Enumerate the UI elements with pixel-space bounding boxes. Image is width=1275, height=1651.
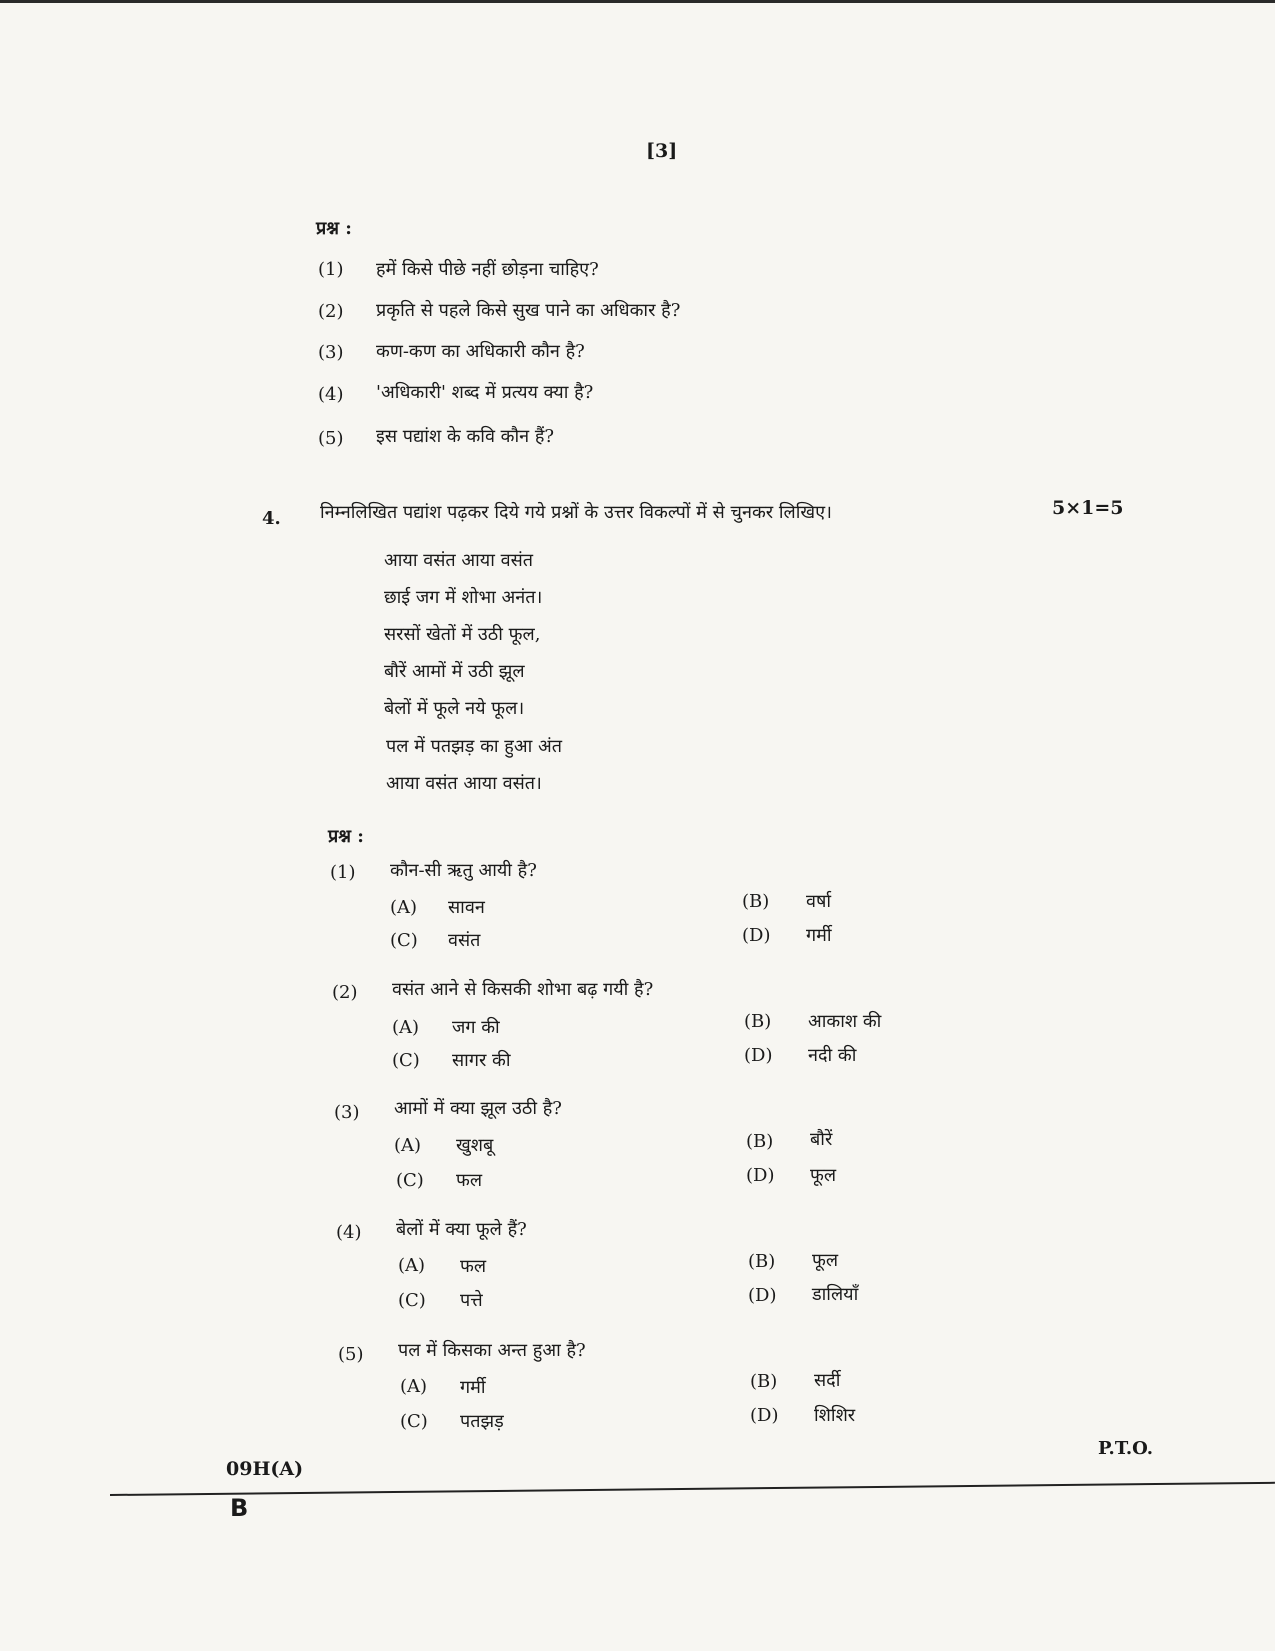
option-text: पत्ते [460, 1290, 483, 1311]
mcq-number: (1) [330, 862, 356, 883]
option-text: शिशिर [814, 1405, 856, 1426]
option-label: (A) [390, 897, 418, 918]
option-label: (D) [746, 1165, 775, 1186]
mcq-text: पल में किसका अन्त हुआ है? [398, 1340, 586, 1361]
option-text: फूल [810, 1165, 837, 1186]
option-label: (C) [400, 1411, 428, 1432]
bottom-rule [110, 1482, 1275, 1496]
option-text: सर्दी [814, 1370, 841, 1391]
section-label: प्रश्न : [316, 218, 352, 239]
option-label: (D) [748, 1285, 777, 1306]
poem-line: आया वसंत आया वसंत। [386, 773, 542, 794]
question-text: 'अधिकारी' शब्द में प्रत्यय क्या है? [376, 382, 594, 403]
option-label: (A) [398, 1255, 426, 1276]
option-label: (D) [744, 1045, 773, 1066]
mcq-section-label: प्रश्न : [328, 826, 364, 847]
option-label: (D) [750, 1405, 779, 1426]
option-text: डालियाँ [812, 1284, 859, 1305]
option-label: (B) [744, 1011, 772, 1032]
option-text: गर्मी [460, 1377, 486, 1398]
option-label: (C) [390, 930, 418, 951]
mcq-number: (4) [336, 1222, 362, 1243]
page-number: [3] [646, 140, 678, 162]
mcq-text: बेलों में क्या फूले हैं? [396, 1219, 527, 1240]
option-text: फूल [812, 1250, 839, 1271]
option-label: (D) [742, 925, 771, 946]
poem-line: छाई जग में शोभा अनंत। [384, 587, 543, 608]
option-text: बौरें [810, 1129, 833, 1150]
option-label: (B) [746, 1131, 774, 1152]
question-text: कण-कण का अधिकारी कौन है? [376, 341, 585, 362]
question-text: इस पद्यांश के कवि कौन हैं? [376, 426, 555, 447]
option-label: (B) [742, 891, 770, 912]
option-text: फल [456, 1170, 483, 1191]
option-label: (B) [750, 1371, 778, 1392]
page-turn-over: P.T.O. [1098, 1438, 1154, 1459]
question-4-number: 4. [262, 508, 281, 529]
option-text: जग की [452, 1017, 500, 1038]
mcq-text: आमों में क्या झूल उठी है? [394, 1098, 562, 1119]
option-text: गर्मी [806, 925, 832, 946]
question-number: (4) [318, 384, 344, 405]
option-text: पतझड़ [460, 1411, 504, 1432]
option-text: वर्षा [806, 891, 832, 912]
mcq-number: (3) [334, 1102, 360, 1123]
option-label: (A) [394, 1135, 422, 1156]
option-text: नदी की [808, 1045, 857, 1066]
poem-line: बेलों में फूले नये फूल। [384, 698, 525, 719]
question-number: (1) [318, 259, 344, 280]
poem-line: बौरें आमों में उठी झूल [384, 661, 525, 682]
option-text: आकाश की [808, 1011, 882, 1032]
option-text: सावन [448, 897, 485, 918]
question-text: हमें किसे पीछे नहीं छोड़ना चाहिए? [376, 259, 599, 280]
paper-set: B [230, 1494, 249, 1522]
option-label: (A) [400, 1376, 428, 1397]
option-label: (C) [396, 1170, 424, 1191]
question-text: प्रकृति से पहले किसे सुख पाने का अधिकार है? [376, 300, 681, 321]
mcq-number: (2) [332, 982, 358, 1003]
option-text: वसंत [448, 930, 481, 951]
question-number: (3) [318, 342, 344, 363]
poem-line: आया वसंत आया वसंत [384, 550, 534, 571]
question-number: (5) [318, 428, 344, 449]
option-label: (C) [398, 1290, 426, 1311]
question-4-instruction: निम्नलिखित पद्यांश पढ़कर दिये गये प्रश्नों के उत्तर विकल्पों में से चुनकर लिखिए। [320, 502, 832, 523]
mcq-text: वसंत आने से किसकी शोभा बढ़ गयी है? [392, 979, 654, 1000]
option-label: (A) [392, 1017, 420, 1038]
option-text: खुशबू [456, 1135, 494, 1156]
paper-code: 09H(A) [226, 1458, 304, 1480]
option-label: (C) [392, 1050, 420, 1071]
mcq-text: कौन-सी ऋतु आयी है? [390, 860, 537, 881]
top-border [0, 0, 1275, 3]
poem-line: सरसों खेतों में उठी फूल, [384, 624, 541, 645]
question-number: (2) [318, 301, 344, 322]
poem-line: पल में पतझड़ का हुआ अंत [386, 736, 562, 757]
mcq-number: (5) [338, 1344, 364, 1365]
option-text: फल [460, 1256, 487, 1277]
option-label: (B) [748, 1251, 776, 1272]
option-text: सागर की [452, 1050, 511, 1071]
marks-allocation: 5×1=5 [1052, 497, 1124, 519]
